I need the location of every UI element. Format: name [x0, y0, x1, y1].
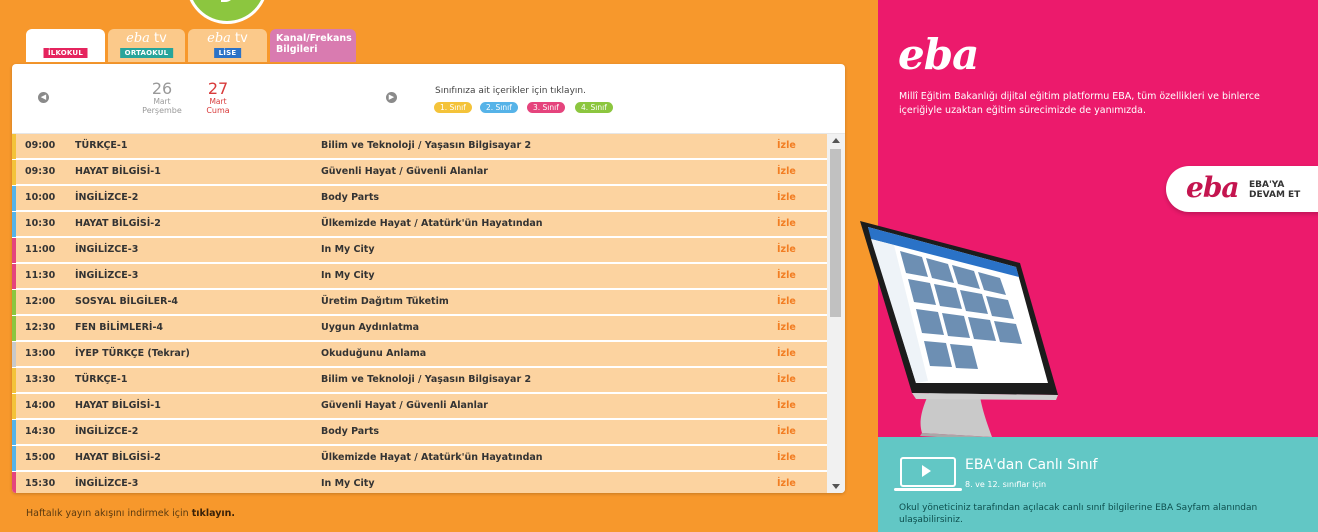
class-color-stripe	[12, 238, 16, 263]
date-month: Mart	[209, 97, 227, 106]
schedule-row[interactable]	[12, 160, 827, 185]
schedule-row[interactable]	[12, 368, 827, 393]
continue-to-eba-label: EBA'YA DEVAM ET	[1249, 180, 1301, 200]
schedule-topic: In My City	[321, 244, 375, 255]
chevron-right-icon[interactable]: ▶	[386, 92, 397, 103]
live-class-description: Okul yöneticiniz tarafından açılacak canlı sınıf bilgilerine EBA Sayfam alanından ulaşabilirsiniz.	[899, 503, 1258, 525]
download-note: Haftalık yayın akışını indirmek için tıklayın.	[26, 508, 236, 519]
watch-link[interactable]: İzle	[777, 400, 796, 411]
tab-ortaokul[interactable]	[108, 29, 185, 62]
class-color-stripe	[12, 290, 16, 315]
date-month: Mart	[153, 97, 171, 106]
class-color-stripe	[12, 186, 16, 211]
watch-link[interactable]: İzle	[777, 478, 796, 489]
schedule-time: 11:30	[25, 270, 56, 281]
schedule-row[interactable]	[12, 316, 827, 341]
schedule-course: HAYAT BİLGİSİ-1	[75, 166, 161, 177]
class-color-stripe	[12, 420, 16, 445]
schedule-course: HAYAT BİLGİSİ-1	[75, 400, 161, 411]
scroll-down-icon[interactable]	[832, 484, 840, 489]
schedule-course: İNGİLİZCE-3	[75, 244, 139, 255]
schedule-course: HAYAT BİLGİSİ-2	[75, 452, 161, 463]
class-filter-2[interactable]: 2. Sınıf	[480, 102, 518, 113]
class-color-stripe	[12, 212, 16, 237]
watch-link[interactable]: İzle	[777, 218, 796, 229]
schedule-topic: Uygun Aydınlatma	[321, 322, 420, 333]
tab-kanal-label: Kanal/Frekans Bilgileri	[276, 33, 352, 55]
schedule-time: 12:30	[25, 322, 56, 333]
eba-logo-small: eba	[1186, 171, 1239, 204]
date-item[interactable]	[140, 80, 184, 115]
watch-link[interactable]: İzle	[777, 244, 796, 255]
schedule-row[interactable]	[12, 472, 827, 493]
schedule-time: 10:30	[25, 218, 56, 229]
schedule-topic: Body Parts	[321, 426, 380, 437]
watch-link[interactable]: İzle	[777, 192, 796, 203]
schedule-course: İNGİLİZCE-2	[75, 426, 139, 437]
tab-ilkokul[interactable]	[26, 29, 105, 62]
schedule-time: 13:00	[25, 348, 56, 359]
schedule-row[interactable]	[12, 342, 827, 367]
schedule-topic: Güvenli Hayat / Güvenli Alanlar	[321, 166, 488, 177]
schedule-course: TÜRKÇE-1	[75, 140, 128, 151]
schedule-course: İNGİLİZCE-3	[75, 478, 139, 489]
date-item-selected[interactable]	[198, 80, 238, 115]
scrollbar-thumb[interactable]	[830, 149, 841, 317]
date-number: 27	[207, 79, 229, 98]
schedule-topic: Okuduğunu Anlama	[321, 348, 427, 359]
schedule-panel	[12, 64, 845, 493]
schedule-time: 11:00	[25, 244, 56, 255]
schedule-topic: Ülkemizde Hayat / Atatürk'ün Hayatından	[321, 452, 543, 463]
schedule-header	[12, 64, 845, 134]
class-prompt: Sınıfınıza ait içerikler için tıklayın.	[435, 86, 586, 96]
date-number: 26	[151, 79, 173, 98]
class-filter-1[interactable]: 1. Sınıf	[434, 102, 472, 113]
schedule-topic: Ülkemizde Hayat / Atatürk'ün Hayatından	[321, 218, 543, 229]
class-color-stripe	[12, 264, 16, 289]
schedule-topic: In My City	[321, 270, 375, 281]
class-color-stripe	[12, 446, 16, 471]
schedule-list	[12, 134, 827, 493]
tab-lise-label: LİSE	[214, 48, 242, 58]
scroll-up-icon[interactable]	[832, 138, 840, 143]
schedule-time: 09:30	[25, 166, 56, 177]
watch-link[interactable]: İzle	[777, 348, 796, 359]
schedule-topic: Body Parts	[321, 192, 380, 203]
live-class-title: EBA'dan Canlı Sınıf	[965, 457, 1098, 473]
schedule-row[interactable]	[12, 290, 827, 315]
schedule-topic: In My City	[321, 478, 375, 489]
scrollbar[interactable]	[827, 134, 845, 493]
schedule-row[interactable]	[12, 420, 827, 445]
schedule-time: 15:00	[25, 452, 56, 463]
tab-lise[interactable]	[188, 29, 267, 62]
date-weekday: Cuma	[206, 106, 230, 115]
schedule-topic: Güvenli Hayat / Güvenli Alanlar	[321, 400, 488, 411]
eba-logo: eba	[898, 30, 979, 79]
schedule-time: 14:30	[25, 426, 56, 437]
class-filter-4[interactable]: 4. Sınıf	[575, 102, 613, 113]
watch-link[interactable]: İzle	[777, 452, 796, 463]
schedule-course: İYEP TÜRKÇE (Tekrar)	[75, 348, 190, 359]
watch-link[interactable]: İzle	[777, 322, 796, 333]
watch-link[interactable]: İzle	[777, 140, 796, 151]
eba-description: Millî Eğitim Bakanlığı dijital eğitim platformu EBA, tüm özellikleri ve binlerce içeriğiyle uzaktan eğitim sürecimizde de yanımızda.	[899, 91, 1260, 116]
schedule-time: 09:00	[25, 140, 56, 151]
schedule-topic: Üretim Dağıtım Tüketim	[321, 296, 449, 307]
tab-ortaokul-label: ORTAOKUL	[120, 48, 174, 58]
eba-tv-logo[interactable]	[186, 0, 268, 24]
schedule-time: 12:00	[25, 296, 56, 307]
watch-link[interactable]: İzle	[777, 296, 796, 307]
schedule-time: 10:00	[25, 192, 56, 203]
class-filter-3[interactable]: 3. Sınıf	[527, 102, 565, 113]
schedule-row[interactable]	[12, 186, 827, 211]
schedule-row[interactable]	[12, 264, 827, 289]
schedule-row[interactable]	[12, 394, 827, 419]
schedule-course: FEN BİLİMLERİ-4	[75, 322, 164, 333]
schedule-row[interactable]	[12, 446, 827, 471]
watch-link[interactable]: İzle	[777, 374, 796, 385]
monitor-illustration	[860, 215, 1060, 440]
schedule-time: 13:30	[25, 374, 56, 385]
watch-link[interactable]: İzle	[777, 270, 796, 281]
class-color-stripe	[12, 342, 16, 367]
schedule-course: HAYAT BİLGİSİ-2	[75, 218, 161, 229]
schedule-topic: Bilim ve Teknoloji / Yaşasın Bilgisayar 2	[321, 140, 532, 151]
live-class-subtitle: 8. ve 12. sınıflar için	[965, 480, 1047, 489]
class-color-stripe	[12, 472, 16, 493]
class-color-stripe	[12, 160, 16, 185]
live-class-banner[interactable]	[878, 437, 1318, 532]
schedule-row[interactable]	[12, 238, 827, 263]
schedule-row[interactable]	[12, 134, 827, 159]
date-weekday: Perşembe	[142, 106, 182, 115]
schedule-course: SOSYAL BİLGİLER-4	[75, 296, 179, 307]
tab-kanal-frekans[interactable]	[270, 29, 356, 62]
continue-to-eba-button[interactable]	[1166, 166, 1318, 212]
tab-ilkokul-label: İLKOKUL	[43, 48, 88, 58]
schedule-course: İNGİLİZCE-3	[75, 270, 139, 281]
eba-tv-wordmark: eba tv	[207, 31, 248, 46]
schedule-time: 14:00	[25, 400, 56, 411]
chevron-left-icon[interactable]: ◀	[38, 92, 49, 103]
schedule-row[interactable]	[12, 212, 827, 237]
schedule-time: 15:30	[25, 478, 56, 489]
class-color-stripe	[12, 316, 16, 341]
watch-link[interactable]: İzle	[777, 426, 796, 437]
download-link[interactable]: tıklayın.	[191, 508, 236, 519]
schedule-course: TÜRKÇE-1	[75, 374, 128, 385]
schedule-topic: Bilim ve Teknoloji / Yaşasın Bilgisayar 2	[321, 374, 532, 385]
schedule-course: İNGİLİZCE-2	[75, 192, 139, 203]
class-color-stripe	[12, 368, 16, 393]
class-color-stripe	[12, 134, 16, 159]
laptop-play-icon	[900, 457, 956, 487]
eba-tv-wordmark: eba tv	[126, 31, 167, 46]
class-color-stripe	[12, 394, 16, 419]
watch-link[interactable]: İzle	[777, 166, 796, 177]
